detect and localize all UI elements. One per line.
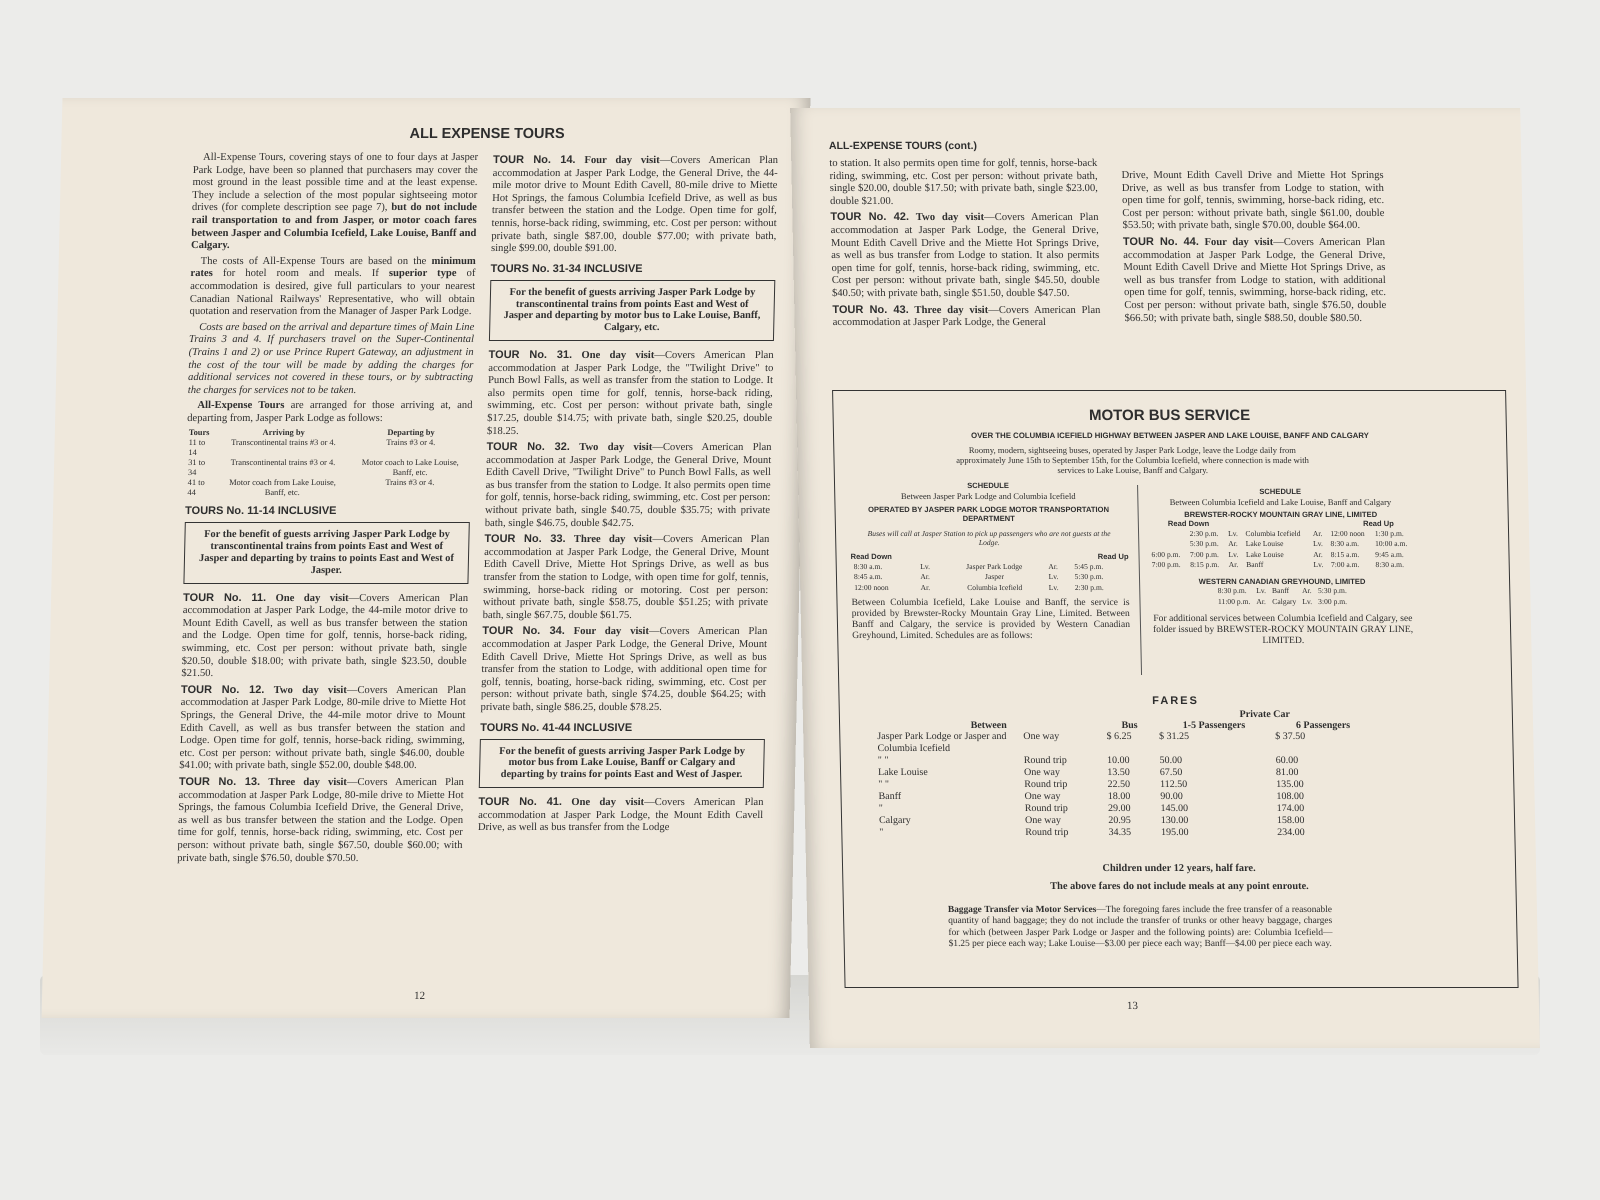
tour-visit: Four day visit — [584, 155, 660, 166]
arrangement-header-row — [187, 428, 472, 438]
schedule-label: SCHEDULE — [1259, 487, 1302, 496]
right-column-1 — [829, 158, 1101, 333]
left-page-title: ALL EXPENSE TOURS — [409, 126, 565, 142]
arrangement-cell: Motor coach from Lake Louise, Banff, etc. — [229, 478, 336, 498]
fare-trip-type: Round trip — [1023, 755, 1068, 766]
fare-bus: 20.95 — [1108, 815, 1131, 826]
intro-text: for hotel room and meals. If — [212, 268, 390, 280]
tour-heading: TOUR No. 32. — [486, 441, 571, 454]
arrangement-cell: Trains #3 or 4. — [385, 478, 435, 488]
arrangement-cell: Transcontinental trains #3 or 4. — [231, 438, 336, 448]
motor-bus-service-box — [832, 390, 1519, 988]
section-heading: TOURS No. 41-44 INCLUSIVE — [480, 721, 633, 734]
fare-car-1-5: 112.50 — [1159, 779, 1188, 790]
tour-heading: TOUR No. 14. — [492, 154, 576, 166]
schedule-cell: Lake Louise — [1245, 539, 1284, 549]
schedule-cell: 8:30 a.m. — [1330, 539, 1360, 549]
fare-destination: " " — [878, 779, 890, 790]
fare-car-1-5: $ 31.25 — [1158, 731, 1190, 742]
arrangement-cell: 11 to 14 — [188, 438, 206, 458]
tour-heading: TOUR No. 44. — [1122, 235, 1200, 248]
tour-43-continued: Drive, Mount Edith Cavell Drive and Miette Hot Springs Drive, as well as bus transfer from Lodge to station, with open time for golf, tennis, swimming, horse-back riding, etc. Cost per person: without private bath, single $61.00, double $53.50; with private bath, single $70.00, double $64.00. — [1121, 170, 1385, 232]
info-box: For the benefit of guests arriving Jasper Park Lodge by transcontinental trains from points East and West of Jasper and departing by trains to points East and West of Jasper. — [183, 522, 469, 583]
schedule-cell: 7:00 a.m. — [1330, 560, 1360, 570]
fare-bus: 13.50 — [1107, 767, 1130, 778]
schedule-cell: Ar. — [920, 582, 931, 592]
tour-body: —Covers American Plan accommodation at Jasper Park Lodge, the General Drive, Mount Edith Cavell Drive, "Twilight Drive" to Punch Bowl Falls, as well as bus transfer from the station to Lodge. It also permits open time for golf, tennis, horse-back riding, swimming, etc. Cost per person: without private bath, single $40.75, double $35.75; with private bath, single $46.75, double $42.75. — [484, 442, 772, 529]
intro-text: are arranged for those arriving at, and departing from, Jasper Park Lodge as follows: — [187, 400, 473, 424]
fare-car-1-5: 130.00 — [1160, 815, 1189, 826]
fare-row — [875, 767, 1375, 779]
schedule-cell: 8:30 a.m. — [1375, 560, 1405, 570]
tour-visit: Three day visit — [573, 534, 653, 546]
read-down-label: Read Down — [850, 551, 893, 561]
section-heading: TOURS No. 11-14 INCLUSIVE — [184, 505, 337, 518]
schedule-cell: Lv. — [1227, 528, 1238, 538]
passengers-6-header: 6 Passengers — [1295, 720, 1351, 731]
arrangement-cell: 31 to 34 — [187, 458, 206, 478]
arrangement-header: Arriving by — [262, 428, 305, 438]
bus-right-column — [1147, 487, 1416, 649]
tour-42 — [830, 211, 1100, 300]
left-column-1 — [177, 152, 478, 868]
left-page — [42, 98, 811, 1018]
tour-31 — [487, 349, 774, 438]
fare-destination: " " — [877, 755, 889, 766]
fare-destination: Lake Louise — [877, 767, 928, 778]
arrangement-row — [186, 438, 471, 458]
arrangement-header: Departing by — [387, 428, 435, 438]
read-direction-labels — [850, 552, 1128, 562]
tour-visit: Two day visit — [579, 442, 653, 454]
fare-destination: " — [879, 827, 884, 838]
schedule-cell: 5:30 p.m. — [1074, 572, 1104, 582]
bus-header: Bus — [1121, 720, 1138, 731]
schedule-cell: Banff — [1271, 586, 1290, 596]
arrangement-cell: Motor coach to Lake Louise, Banff, etc. — [361, 458, 459, 478]
schedule-cell: Calgary — [1272, 596, 1297, 606]
tour-body: —Covers American Plan accommodation at Jasper Park Lodge, 80-mile drive to Miette Hot Springs, the famous Columbia Icefield Drive, the General Drive, as well as bus transfer between the station and the Lodge. Open time for golf, tennis, horse-back riding, swimming, etc. Cost per person: without private bath, single $67.50, double $60.00; with private bath, single $76.50, double $70.50. — [177, 776, 465, 864]
between-header: Between — [970, 720, 1007, 731]
schedule-note: Buses will call at Jasper Station to pick up passengers who are not guests at the Lodge. — [867, 528, 1111, 548]
fare-car-6: 234.00 — [1277, 827, 1305, 838]
brewster-schedule-table — [1148, 529, 1415, 571]
tour-body: —Covers American Plan accommodation at Jasper Park Lodge, the Mount Edith Cavell Drive, as well as bus transfer from the Lodge — [477, 796, 764, 834]
tour-body: —Covers American Plan accommodation at Jasper Park Lodge, the General Drive, Mount Edith Cavell Drive and the Miette Hot Springs Drive, as well as bus transfer from Lodge to station. It also permits open time for golf, tennis, horse-back riding, swimming, etc. Cost per person: without private bath, single $45.50, double $40.50; with private bath, single $51.50, double $47.50. — [830, 212, 1100, 299]
intro-bold-text: superior type — [388, 268, 457, 280]
schedule-between: Between Columbia Icefield and Lake Louise, Banff and Calgary — [1169, 496, 1392, 507]
children-fare-note: Children under 12 years, half fare. — [1102, 863, 1256, 874]
tour-heading: TOUR No. 11. — [182, 591, 267, 604]
fare-row — [876, 803, 1376, 815]
schedule-cell: 8:45 a.m. — [853, 572, 883, 582]
schedule-cell: Ar. — [1228, 539, 1238, 549]
schedule-cell: Lv. — [1228, 549, 1239, 559]
fare-trip-type: One way — [1024, 791, 1061, 802]
schedule-cell: 1:30 p.m. — [1374, 528, 1404, 538]
schedule-cell: Ar. — [1048, 561, 1058, 571]
fare-bus: 10.00 — [1106, 755, 1130, 766]
tour-14 — [491, 154, 778, 256]
read-down-label: Read Down — [1167, 519, 1210, 529]
schedule-cell: Lv. — [1312, 539, 1323, 549]
schedule-cell: Lv. — [1256, 586, 1267, 596]
fare-car-6: 81.00 — [1275, 767, 1299, 778]
schedule-cell: 2:30 p.m. — [1189, 528, 1219, 538]
schedule-cell: Ar. — [1301, 586, 1312, 596]
fares-header-blank — [1103, 709, 1156, 720]
tour-body: —Covers American Plan accommodation at Jasper Park Lodge, the General Drive, the 44-mile motor drive to Mount Edith Cavell, 80-mile drive to Miette Hot Springs, the famous Columbia Icefield Drive, as well as bus transfer between the station and the Lodge. Open time for golf, tennis, horse-back riding, swimming, etc. Cost per person: without private bath, single $87.00, double $77.00; with private bath, single $99.00, double $91.00. — [490, 155, 779, 255]
fare-car-6: 135.00 — [1276, 779, 1304, 790]
schedule-row — [1215, 586, 1350, 597]
schedule-cell — [1148, 529, 1187, 540]
fare-trip-type: Round trip — [1024, 803, 1069, 814]
fare-car-6: 158.00 — [1276, 815, 1305, 826]
schedule-cell: Ar. — [1228, 560, 1239, 570]
read-direction-labels — [1148, 519, 1414, 529]
schedule-row — [1149, 560, 1415, 571]
tour-34 — [480, 625, 767, 714]
schedule-cell: Lake Louise — [1245, 549, 1284, 559]
fare-bus: 34.35 — [1108, 827, 1132, 838]
tour-heading: TOUR No. 42. — [830, 211, 910, 224]
section-heading: TOURS No. 31-34 INCLUSIVE — [490, 262, 643, 275]
fare-row — [875, 779, 1375, 791]
tour-heading: TOUR No. 34. — [482, 625, 566, 638]
schedule-cell: Lv. — [1048, 572, 1059, 582]
intro-paragraph-3: Costs are based on the arrival and departure times of Main Line Trains 3 and 4. If purchasers travel on the Super-Continental (Trains 1 and 2) or use Prince Rupert Gateway, an adjustment in the cost of the tour will be made by adding the charges for additional services not covered in these tours, or by subtracting the charges for services not to be taken. — [187, 321, 475, 396]
schedule-operator: BREWSTER-ROCKY MOUNTAIN GRAY LINE, LIMITED — [1184, 509, 1378, 519]
fare-row — [874, 731, 1375, 755]
bus-intro: Roomy, modern, sightseeing buses, operated by Jasper Park Lodge, leave the Lodge daily from approximately June 15th to September 15th, for the Columbia Icefield, where connection is made with services to Lake Louise, Banff and Calgary. — [956, 445, 1309, 475]
schedule-cell: Ar. — [1312, 528, 1323, 538]
intro-text: of accommodation is desired, give full particulars to your nearest Canadian National Railways' Representative, who will obtain quotation and reservation from the Manager of Jasper Park Lodge. — [189, 268, 476, 318]
intro-text: The costs of All-Expense Tours are based on the — [200, 255, 432, 267]
fares-header-blank — [874, 709, 1103, 720]
fares-header-row — [874, 709, 1374, 720]
schedule-cell: Lv. — [920, 561, 931, 571]
tour-heading: TOUR No. 31. — [488, 348, 573, 361]
schedule-cell: Ar. — [920, 572, 930, 582]
page-number: 12 — [413, 990, 426, 1002]
baggage-body: —The foregoing fares include the free transfer of a reasonable quantity of hand baggage; they do not include the transfer of trunks or other heavy baggage, charges for which (between Jasper Park Lodge or Jasper and the following points) are: Columbia Icefield—$1.25 per piece each way; Lake Louise—$3.00 per piece each way; Banff—$4.00 per piece each way. — [948, 905, 1333, 950]
tour-heading: TOUR No. 13. — [178, 775, 261, 788]
tour-body: —Covers American Plan accommodation at Jasper Park Lodge, the General Drive, Mount Edith Cavell Drive and Miette Hot Springs Drive, as well as bus transfer from Lodge to station, with additional open time for golf, tennis, swimming, horse-back riding, etc. Cost per person: without private bath, single $76.50, double $66.50; with private bath, single $88.50, double $80.50. — [1123, 236, 1387, 324]
tour-44 — [1123, 236, 1387, 325]
schedule-cell: Columbia Icefield — [967, 582, 1023, 592]
schedule-cell: 10:00 a.m. — [1374, 539, 1408, 549]
baggage-heading: Baggage Transfer via Motor Services — [947, 905, 1097, 915]
bus-left-column — [849, 481, 1130, 644]
intro-paragraph-2 — [189, 256, 475, 319]
intro-text: All-Expense Tours, covering stays of one to four days at Jasper Park Lodge, have been so planned that purchasers may cover the most ground in the least possible time and at the least expense. They include a selection of the most popular sightseeing motor drives (for complete description see page 7), — [191, 152, 479, 214]
schedule-cell: Columbia Icefield — [1245, 528, 1301, 538]
tour-41 — [478, 796, 764, 835]
fare-destination: Calgary — [878, 815, 911, 826]
tour-visit: Three day visit — [268, 776, 348, 788]
schedule-cell: 3:00 p.m. — [1318, 596, 1348, 606]
column-divider — [1137, 485, 1142, 675]
meals-note: The above fares do not include meals at any point enroute. — [1050, 881, 1309, 892]
greyhound-schedule-table — [1215, 586, 1351, 607]
info-box: For the benefit of guests arriving Jasper Park Lodge by transcontinental trains from points East and West of Jasper and departing by motor bus to Lake Louise, Banff, Calgary, etc. — [489, 280, 775, 341]
tour-body: —Covers American Plan accommodation at Jasper Park Lodge, 80-mile drive to Miette Hot Springs, the General Drive, the 44-mile motor drive to Mount Edith Cavell, as well as bus transfer between the station and Lodge. Open time for golf, tennis, horse-back riding, swimming, etc. Cost per person: without private bath, single $46.00, double $41.00; with private bath, single $52.00, double $48.00. — [179, 684, 467, 772]
tour-visit: One day visit — [581, 349, 655, 361]
fare-car-1-5: 50.00 — [1159, 755, 1183, 766]
schedule-cell: 12:00 noon — [854, 582, 889, 592]
intro-bold-text: All-Expense Tours — [197, 400, 285, 412]
fare-destination: Jasper Park Lodge or Jasper and Columbia Icefield — [877, 731, 1007, 754]
arrangement-row — [186, 458, 471, 478]
schedule-cell: Banff — [1246, 560, 1264, 570]
schedule-cell: Ar. — [1256, 596, 1266, 606]
tour-32 — [485, 441, 772, 530]
fare-row — [875, 755, 1375, 767]
tour-visit: Four day visit — [573, 626, 650, 638]
arrangement-cell: 41 to 44 — [187, 478, 205, 498]
schedule-row — [1148, 550, 1414, 561]
fare-bus: $ 6.25 — [1106, 731, 1132, 742]
fare-trip-type: One way — [1023, 767, 1061, 778]
schedule-cell: 8:15 p.m. — [1190, 560, 1220, 570]
schedule-operator: OPERATED BY JASPER PARK LODGE MOTOR TRANSPORTATION DEPARTMENT — [867, 504, 1110, 524]
tour-body: —Covers American Plan accommodation at Jasper Park Lodge, the General — [832, 304, 1101, 329]
tour-33 — [483, 533, 770, 622]
fares-header-row — [874, 720, 1374, 731]
passengers-1-5-header: 1-5 Passengers — [1182, 720, 1246, 731]
fare-row — [875, 791, 1375, 803]
fare-car-1-5: 90.00 — [1160, 791, 1183, 802]
schedule-cell: Ar. — [1313, 549, 1323, 559]
schedule-cell: 7:00 p.m. — [1151, 560, 1181, 570]
intro-paragraph-1 — [191, 152, 478, 253]
tour-visit: Four day visit — [1204, 236, 1274, 248]
service-provider-text: Between Columbia Icefield, Lake Louise and Banff, the service is provided by Brewster-Rocky Mountain Gray Line, Limited. Between Banff and Calgary, the service is provided by Western Canadian Greyhound, Limited. Schedules are as follows: — [851, 597, 1131, 642]
fare-row — [876, 827, 1376, 839]
tour-visit: One day visit — [571, 796, 645, 808]
fare-bus: 18.00 — [1107, 791, 1131, 802]
jasper-schedule-table — [851, 562, 1130, 594]
intro-bold-text: minimum rates — [190, 255, 476, 280]
right-column-2 — [1121, 170, 1386, 328]
tour-11 — [181, 592, 468, 681]
schedule-row — [1215, 597, 1350, 608]
schedule-cell: Jasper — [984, 572, 1005, 582]
tour-visit: Three day visit — [914, 304, 989, 316]
tour-body: —Covers American Plan accommodation at Jasper Park Lodge, the 44-mile motor drive to Mount Edith Cavell, as well as bus transfer between the station and the Lodge. Open time for golf, tennis, horse-back riding, swimming, etc. Cost per person: without private bath, single $20.50, double $18.00; with private bath, single $23.50, double $21.50. — [181, 592, 469, 680]
tour-heading: TOUR No. 41. — [478, 795, 563, 808]
schedule-cell: 8:30 p.m. — [1217, 586, 1247, 596]
schedule-cell: Jasper Park Lodge — [966, 561, 1023, 571]
schedule-row — [851, 583, 1129, 594]
tour-heading: TOUR No. 12. — [180, 683, 265, 696]
tour-41-continued: to station. It also permits open time for golf, tennis, horse-back riding, swimming, etc. Cost per person: without private bath, single $20.00, double $17.50; with private bath, single $23.00, double $21.00. — [829, 158, 1098, 207]
private-car-header: Private Car — [1239, 709, 1290, 720]
fare-destination: " — [878, 803, 884, 814]
fares-table — [874, 709, 1377, 839]
schedule-operator: WESTERN CANADIAN GREYHOUND, LIMITED — [1198, 576, 1366, 586]
fare-car-6: $ 37.50 — [1275, 731, 1306, 742]
tour-heading: TOUR No. 33. — [484, 533, 566, 546]
schedule-cell: 5:30 p.m. — [1189, 539, 1219, 549]
arrangement-cell: Transcontinental trains #3 or 4. — [230, 458, 336, 468]
schedule-between: Between Jasper Park Lodge and Columbia Icefield — [900, 490, 1076, 501]
right-page-title: ALL-EXPENSE TOURS (cont.) — [828, 140, 978, 152]
fare-bus: 22.50 — [1107, 779, 1131, 790]
arrangement-table — [185, 428, 472, 498]
bus-title: MOTOR BUS SERVICE — [1088, 407, 1251, 424]
schedule-row — [851, 572, 1129, 583]
right-page — [790, 108, 1540, 1048]
schedule-cell: Lv. — [1302, 596, 1313, 606]
schedule-row — [851, 562, 1129, 573]
schedule-cell: 2:30 p.m. — [1074, 582, 1104, 592]
schedule-cell: 12:00 noon — [1330, 528, 1365, 538]
schedule-cell: 11:00 p.m. — [1217, 596, 1251, 606]
schedule-row — [1148, 539, 1414, 550]
fare-car-6: 174.00 — [1276, 803, 1305, 814]
fare-car-6: 108.00 — [1276, 791, 1305, 802]
schedule-cell: 8:15 a.m. — [1330, 549, 1360, 559]
fare-car-1-5: 67.50 — [1159, 767, 1183, 778]
schedule-cell: Lv. — [1313, 560, 1324, 570]
fare-car-1-5: 195.00 — [1160, 827, 1189, 838]
tour-body: —Covers American Plan accommodation at Jasper Park Lodge, the "Twilight Drive" to Punch Bowl Falls, as well as transfer from the station to Lodge. It also permits open time for golf, tennis, horse-back riding, swimming, etc. Cost per person: without private bath, single $17.25, double $14.75; with private bath, single $20.25, double $18.25. — [486, 349, 774, 437]
page-number: 13 — [1126, 1000, 1139, 1012]
info-box: For the benefit of guests arriving Jasper Park Lodge by motor bus from Lake Louise, Banff or Calgary and departing by trains for points East and West of Jasper. — [479, 739, 765, 788]
fare-trip-type: Round trip — [1025, 827, 1069, 838]
tour-visit: Two day visit — [915, 212, 985, 224]
fare-car-6: 60.00 — [1275, 755, 1299, 766]
schedule-cell: 5:30 p.m. — [1317, 586, 1347, 596]
read-up-label: Read Up — [1097, 551, 1129, 561]
schedule-cell: 7:00 p.m. — [1189, 549, 1219, 559]
schedule-cell: 9:45 a.m. — [1375, 549, 1404, 559]
schedule-cell — [1148, 539, 1187, 550]
schedule-row — [1148, 529, 1414, 540]
additional-services-text: For additional services between Columbia Icefield and Calgary, see folder issued by BREWSTER-ROCKY MOUNTAIN GRAY LINE, LIMITED. — [1152, 613, 1414, 647]
tour-visit: Two day visit — [273, 684, 347, 696]
read-up-label: Read Up — [1362, 519, 1394, 529]
fare-trip-type: One way — [1024, 815, 1062, 826]
intro-bold-text: but do not include rail transportation to and from Jasper, or motor coach fares between Jasper and Columbia Icefield, Lake Louise, Banff and Calgary. — [190, 202, 478, 252]
schedule-cell: 8:30 a.m. — [853, 561, 883, 571]
schedule-cell: Lv. — [1048, 582, 1059, 592]
tour-body: —Covers American Plan accommodation at Jasper Park Lodge, the General Drive, Mount Edith Cavell Drive, Miette Hot Springs Drive, as well as bus transfer from the station to Lodge, with additional open time for golf, tennis, boating, horse-back riding, swimming, etc. Cost per person: without private bath, single $74.25, double $64.25; with private bath, single $86.25, double $78.25. — [480, 626, 768, 713]
tour-12 — [179, 684, 466, 773]
fares-title: FARES — [1152, 695, 1200, 707]
schedule-cell: 6:00 p.m. — [1151, 549, 1181, 559]
baggage-transfer-note — [948, 905, 1333, 951]
arrangement-row — [185, 478, 470, 498]
tour-heading: TOUR No. 43. — [832, 303, 909, 316]
tour-43 — [832, 304, 1101, 330]
fare-trip-type: One way — [1023, 731, 1060, 742]
fare-trip-type: Round trip — [1024, 779, 1068, 790]
tour-body: —Covers American Plan accommodation at Jasper Park Lodge, the General Drive, Mount Edith Cavell Drive, Miette Hot Springs Drive, as well as bus transfer from the station to Lodge, with open time for golf, tennis, swimming, horse-back riding or motoring. Cost per person: without private bath, single $58.75, double $51.25; with private bath, single $67.75, double $61.75. — [482, 534, 770, 621]
fare-car-1-5: 145.00 — [1160, 803, 1189, 814]
tour-visit: One day visit — [275, 592, 349, 604]
bus-subtitle: OVER THE COLUMBIA ICEFIELD HIGHWAY BETWEEN JASPER AND LAKE LOUISE, BANFF AND CALGARY — [971, 431, 1370, 440]
arrangement-header: Tours — [188, 428, 210, 438]
left-column-2 — [478, 154, 779, 838]
schedule-cell: 5:45 p.m. — [1074, 561, 1104, 571]
tour-13 — [177, 776, 464, 865]
intro-paragraph-4 — [187, 400, 473, 425]
fare-bus: 29.00 — [1107, 803, 1131, 814]
fare-row — [876, 815, 1376, 827]
fare-destination: Banff — [878, 791, 902, 802]
arrangement-cell: Trains #3 or 4. — [386, 438, 436, 448]
schedule-label: SCHEDULE — [967, 481, 1010, 490]
